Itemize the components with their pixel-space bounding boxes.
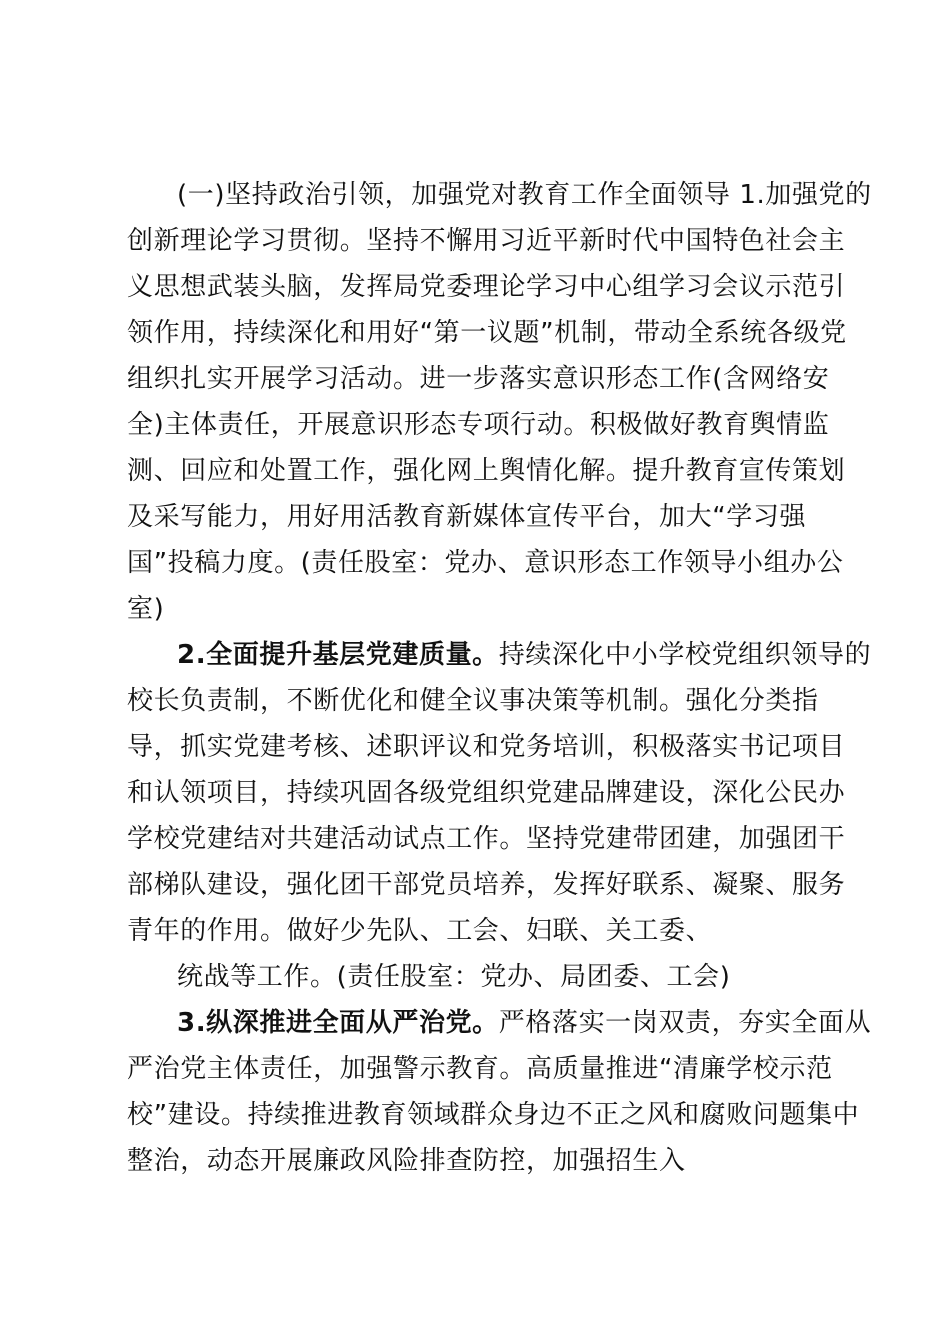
paragraph-3-line-3: 校”建设。持续推进教育领域群众身边不正之风和腐败问题集中: [127, 1100, 860, 1130]
paragraph-1-line-6: 全)主体责任，开展意识形态专项行动。积极做好教育舆情监: [127, 410, 830, 440]
paragraph-2-line-5: 学校党建结对共建活动试点工作。坚持党建带团建，加强团干: [127, 824, 846, 854]
paragraph-2-line-2: 校长负责制，不断优化和健全议事决策等机制。强化分类指: [127, 686, 819, 716]
paragraph-2-line-7: 青年的作用。做好少先队、工会、妇联、关工委、: [127, 916, 713, 946]
paragraph-2-line-3: 导，抓实党建考核、述职评议和党务培训，积极落实书记项目: [127, 732, 846, 762]
paragraph-1-line-9: 国”投稿力度。(责任股室：党办、意识形态工作领导小组办公: [127, 548, 844, 578]
paragraph-1-line-2: 创新理论学习贯彻。坚持不懈用习近平新时代中国特色社会主: [127, 226, 846, 256]
paragraph-1-line-1: (一)坚持政治引领，加强党对教育工作全面领导 1.加强党的: [177, 180, 872, 210]
item-3-body-start: 严格落实一岗双责，夯实全面从: [498, 1008, 872, 1038]
paragraph-1-line-8: 及采写能力，用好用活教育新媒体宣传平台，加大“学习强: [127, 502, 807, 532]
item-3-heading: 3.纵深推进全面从严治党。: [177, 1008, 499, 1038]
item-2-heading: 2.全面提升基层党建质量。: [177, 640, 499, 670]
item-2-body-start: 持续深化中小学校党组织领导的: [498, 640, 872, 670]
paragraph-3-line-4: 整治，动态开展廉政风险排查防控，加强招生入: [127, 1146, 686, 1176]
paragraph-1-line-5: 组织扎实开展学习活动。进一步落实意识形态工作(含网络安: [127, 364, 830, 394]
paragraph-3-line-1: [177, 1000, 871, 1046]
paragraph-2-line-8: 统战等工作。(责任股室：党办、局团委、工会): [177, 962, 731, 992]
paragraph-2-line-4: 和认领项目，持续巩固各级党组织党建品牌建设，深化公民办: [127, 778, 846, 808]
paragraph-2-line-1: [177, 632, 871, 678]
paragraph-1-line-10: 室): [127, 594, 165, 624]
paragraph-1-line-7: 测、回应和处置工作，强化网上舆情化解。提升教育宣传策划: [127, 456, 846, 486]
paragraph-2-line-6: 部梯队建设，强化团干部党员培养，发挥好联系、凝聚、服务: [127, 870, 846, 900]
paragraph-1-line-4: 领作用，持续深化和用好“第一议题”机制，带动全系统各级党: [127, 318, 847, 348]
paragraph-3-line-2: 严治党主体责任，加强警示教育。高质量推进“清廉学校示范: [127, 1054, 833, 1084]
paragraph-1-line-3: 义思想武装头脑，发挥局党委理论学习中心组学习会议示范引: [127, 272, 846, 302]
